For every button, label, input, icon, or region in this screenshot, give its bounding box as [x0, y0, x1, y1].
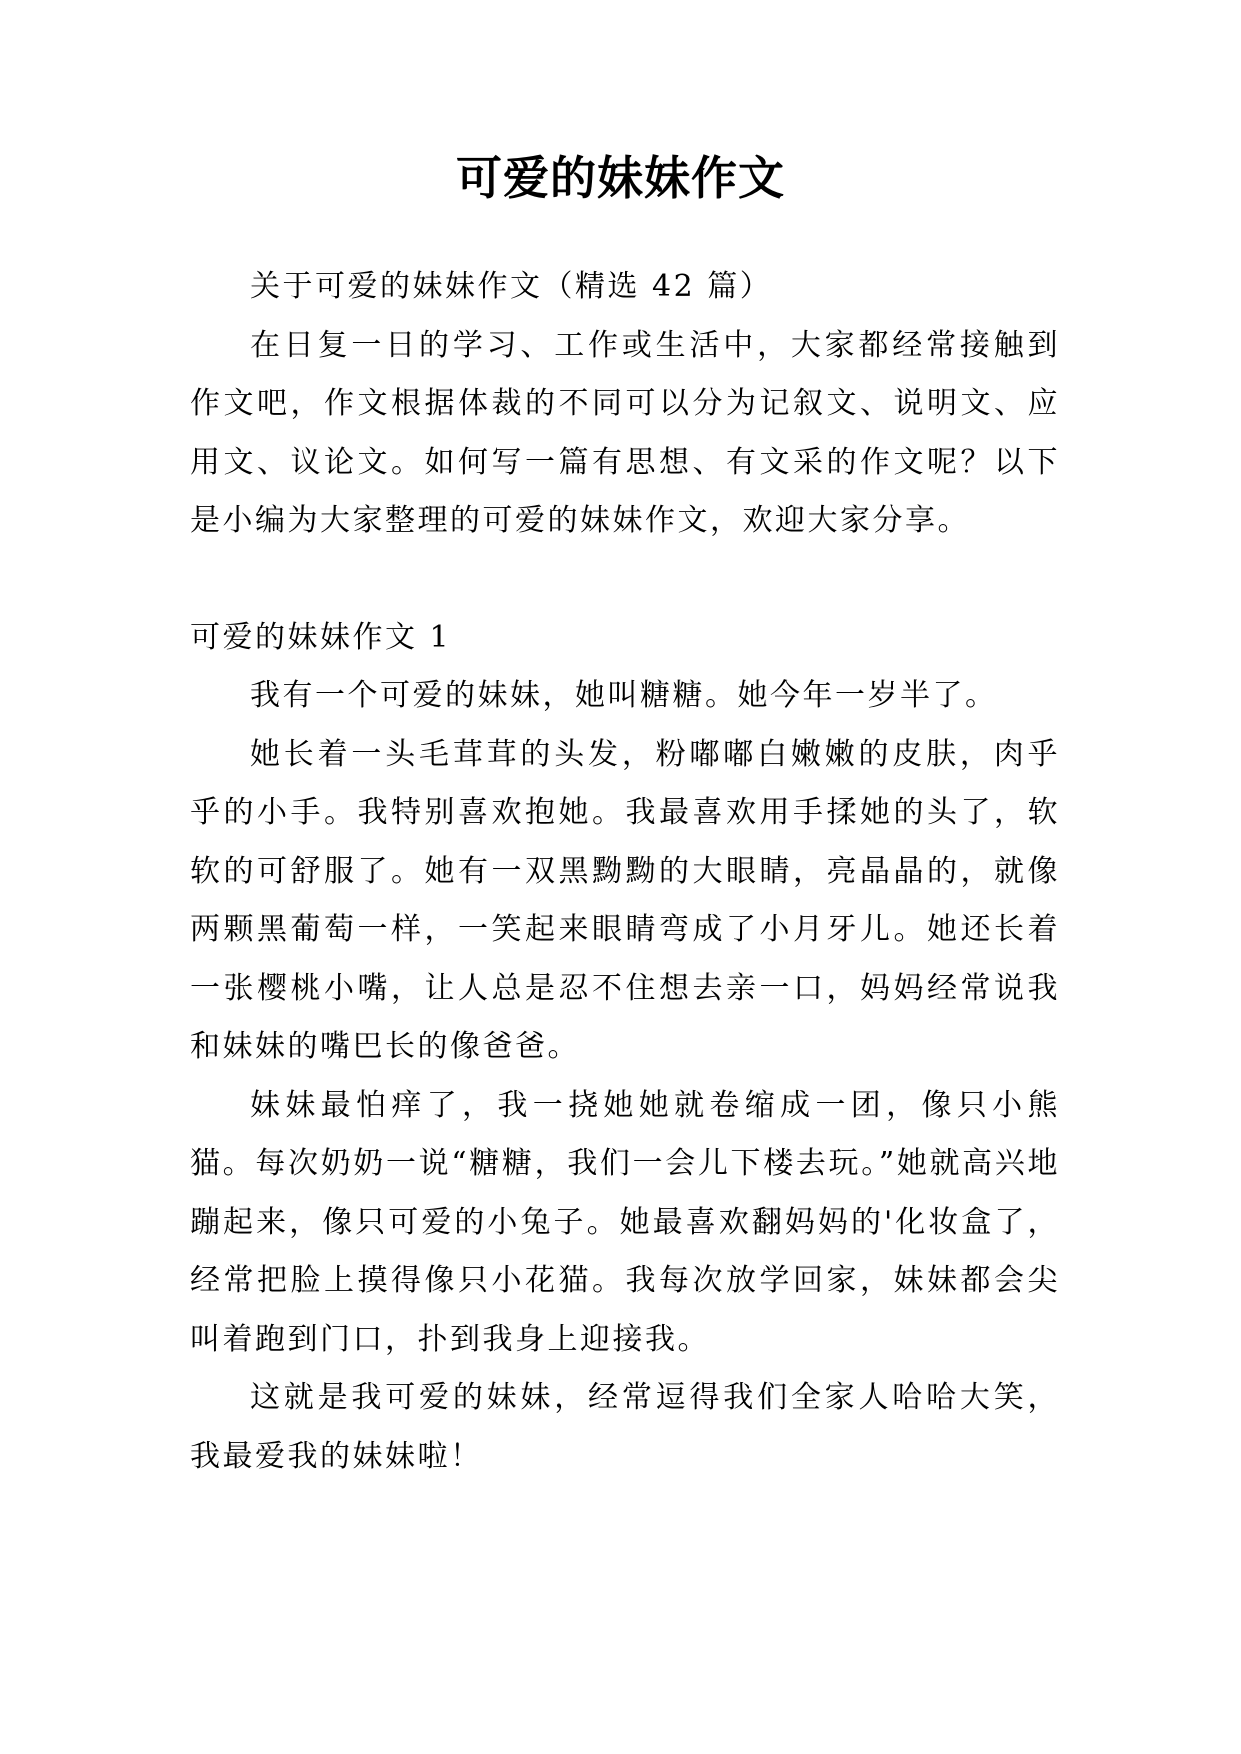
document-title: 可爱的妹妹作文 — [456, 151, 785, 205]
section-spacer — [190, 551, 1060, 609]
body-paragraph: 她长着一头毛茸茸的头发，粉嘟嘟白嫩嫩的皮肤，肉乎乎的小手。我特别喜欢抱她。我最喜欢用手揉她的头了，软软的可舒服了。她有一双黑黝黝的大眼睛，亮晶晶的，就像两颗黑葡萄一样，一笑起来眼睛弯成了小月牙儿。她还长着一张樱桃小嘴，让人总是忍不住想去亲一口，妈妈经常说我和妹妹的嘴巴长的像爸爸。 — [190, 736, 1060, 1064]
section-title: 可爱的妹妹作文 1 — [190, 619, 452, 655]
document-body — [190, 258, 1060, 1486]
intro-paragraph: 在日复一日的学习、工作或生活中，大家都经常接触到作文吧，作文根据体裁的不同可以分为记叙文、说明文、应用文、议论文。如何写一篇有思想、有文采的作文呢？以下是小编为大家整理的可爱的妹妹作文，欢迎大家分享。 — [190, 327, 1060, 538]
intro-heading: 关于可爱的妹妹作文（精选 42 篇） — [250, 269, 773, 304]
body-paragraph: 我有一个可爱的妹妹，她叫糖糖。她今年一岁半了。 — [250, 678, 998, 713]
body-paragraph: 妹妹最怕痒了，我一挠她她就卷缩成一团，像只小熊猫。每次奶奶一说“糖糖，我们一会儿下楼去玩。”她就高兴地蹦起来，像只可爱的小兔子。她最喜欢翻妈妈的'化妆盒了，经常把脸上摸得像只小花猫。我每次放学回家，妹妹都会尖叫着跑到门口，扑到我身上迎接我。 — [190, 1087, 1060, 1357]
body-paragraph: 这就是我可爱的妹妹，经常逗得我们全家人哈哈大笑，我最爱我的妹妹啦！ — [190, 1380, 1060, 1474]
